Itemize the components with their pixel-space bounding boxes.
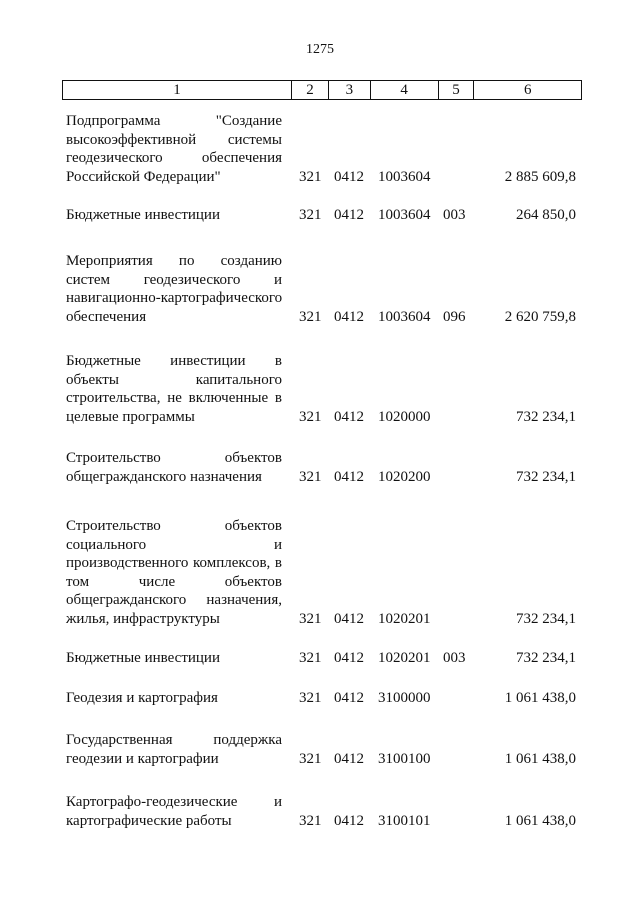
row-name-line: Бюджетные инвестиции	[66, 206, 220, 223]
row-col-3: 0412	[334, 689, 364, 706]
row-name	[66, 449, 282, 486]
row-col-2: 321	[299, 689, 322, 706]
row-name-line: производственного комплексов, в	[66, 555, 282, 571]
header-col-6: 6	[523, 82, 532, 98]
header-col-4: 4	[371, 81, 439, 99]
row-col-3: 0412	[334, 812, 364, 829]
header-col-3: 3	[329, 81, 371, 99]
row-name-line: Картографо-геодезические и	[66, 794, 282, 810]
row-name-line: Геодезия и картография	[66, 689, 218, 706]
row-col-2: 321	[299, 168, 322, 185]
row-col-6: 1 061 438,0	[504, 750, 576, 767]
row-col-5: 003	[443, 206, 466, 223]
row-name-line: высокоэффективной системы	[66, 131, 282, 148]
row-col-3: 0412	[334, 468, 364, 485]
row-col-2: 321	[299, 812, 322, 829]
header-col-1: 1	[63, 81, 292, 99]
table-row	[62, 690, 582, 830]
row-col-3: 0412	[334, 610, 364, 627]
row-col-4: 1020200	[378, 468, 431, 485]
row-name-line: целевые программы	[66, 408, 195, 425]
row-col-6: 732 234,1	[516, 649, 576, 666]
row-name-line: систем геодезического и	[66, 271, 282, 288]
row-name-line: обеспечения	[66, 308, 147, 325]
row-name	[66, 793, 282, 830]
row-col-4: 1020000	[378, 408, 431, 425]
row-col-6: 1 061 438,0	[504, 689, 576, 706]
row-col-3: 0412	[334, 168, 364, 185]
row-name-line: Строительство объектов	[66, 450, 282, 466]
row-name-line: социального и	[66, 536, 282, 553]
row-col-6: 2 885 609,8	[504, 168, 576, 185]
header-col-2: 2	[292, 81, 329, 99]
row-name-line: строительства, не включенные в	[66, 390, 282, 406]
row-col-4: 3100101	[378, 812, 431, 829]
row-name-line: объекты капитального	[66, 371, 282, 388]
row-col-6: 732 234,1	[516, 610, 576, 627]
table-row	[62, 346, 582, 486]
row-col-4: 1003604	[378, 308, 431, 325]
row-col-5: 003	[443, 649, 466, 666]
row-name-line: общегражданского назначения,	[66, 592, 282, 608]
row-col-4: 1020201	[378, 649, 431, 666]
row-col-2: 321	[299, 610, 322, 627]
row-col-4: 3100000	[378, 689, 431, 706]
row-col-5: 096	[443, 308, 466, 325]
row-col-6: 732 234,1	[516, 468, 576, 485]
row-name-line: картографические работы	[66, 812, 232, 829]
row-col-3: 0412	[334, 649, 364, 666]
row-name-line: жилья, инфраструктуры	[66, 610, 220, 627]
row-col-3: 0412	[334, 750, 364, 767]
row-name-line: геодезического обеспечения	[66, 150, 282, 166]
row-col-4: 1003604	[378, 168, 431, 185]
row-col-4: 1020201	[378, 610, 431, 627]
row-name-line: навигационно-картографического	[66, 290, 283, 306]
header-col-5: 5	[439, 81, 475, 99]
row-col-6: 1 061 438,0	[504, 812, 576, 829]
row-name-line: Российской Федерации"	[66, 168, 221, 185]
row-col-6: 264 850,0	[516, 206, 576, 223]
row-col-4: 1003604	[378, 206, 431, 223]
row-name-line: Мероприятия по созданию	[66, 253, 282, 269]
row-col-6: 2 620 759,8	[504, 308, 576, 325]
row-name-line: том числе объектов	[66, 573, 282, 590]
row-col-6: 732 234,1	[516, 408, 576, 425]
row-col-3: 0412	[334, 408, 364, 425]
row-name-line: Бюджетные инвестиции	[66, 649, 220, 666]
row-col-2: 321	[299, 750, 322, 767]
row-name-line: геодезии и картографии	[66, 750, 219, 767]
row-col-3: 0412	[334, 308, 364, 325]
row-col-2: 321	[299, 206, 322, 223]
row-col-2: 321	[299, 468, 322, 485]
row-col-2: 321	[299, 649, 322, 666]
row-name-line: Подпрограмма "Создание	[66, 113, 282, 129]
page-number: 1275	[306, 42, 334, 57]
row-col-2: 321	[299, 408, 322, 425]
row-name-line: Бюджетные инвестиции в	[66, 353, 282, 369]
row-col-4: 3100100	[378, 750, 431, 767]
row-col-3: 0412	[334, 206, 364, 223]
row-name-line: Государственная поддержка	[66, 732, 282, 748]
row-name-line: общегражданского назначения	[66, 468, 262, 485]
row-col-2: 321	[299, 308, 322, 325]
row-name-line: Строительство объектов	[66, 518, 282, 534]
